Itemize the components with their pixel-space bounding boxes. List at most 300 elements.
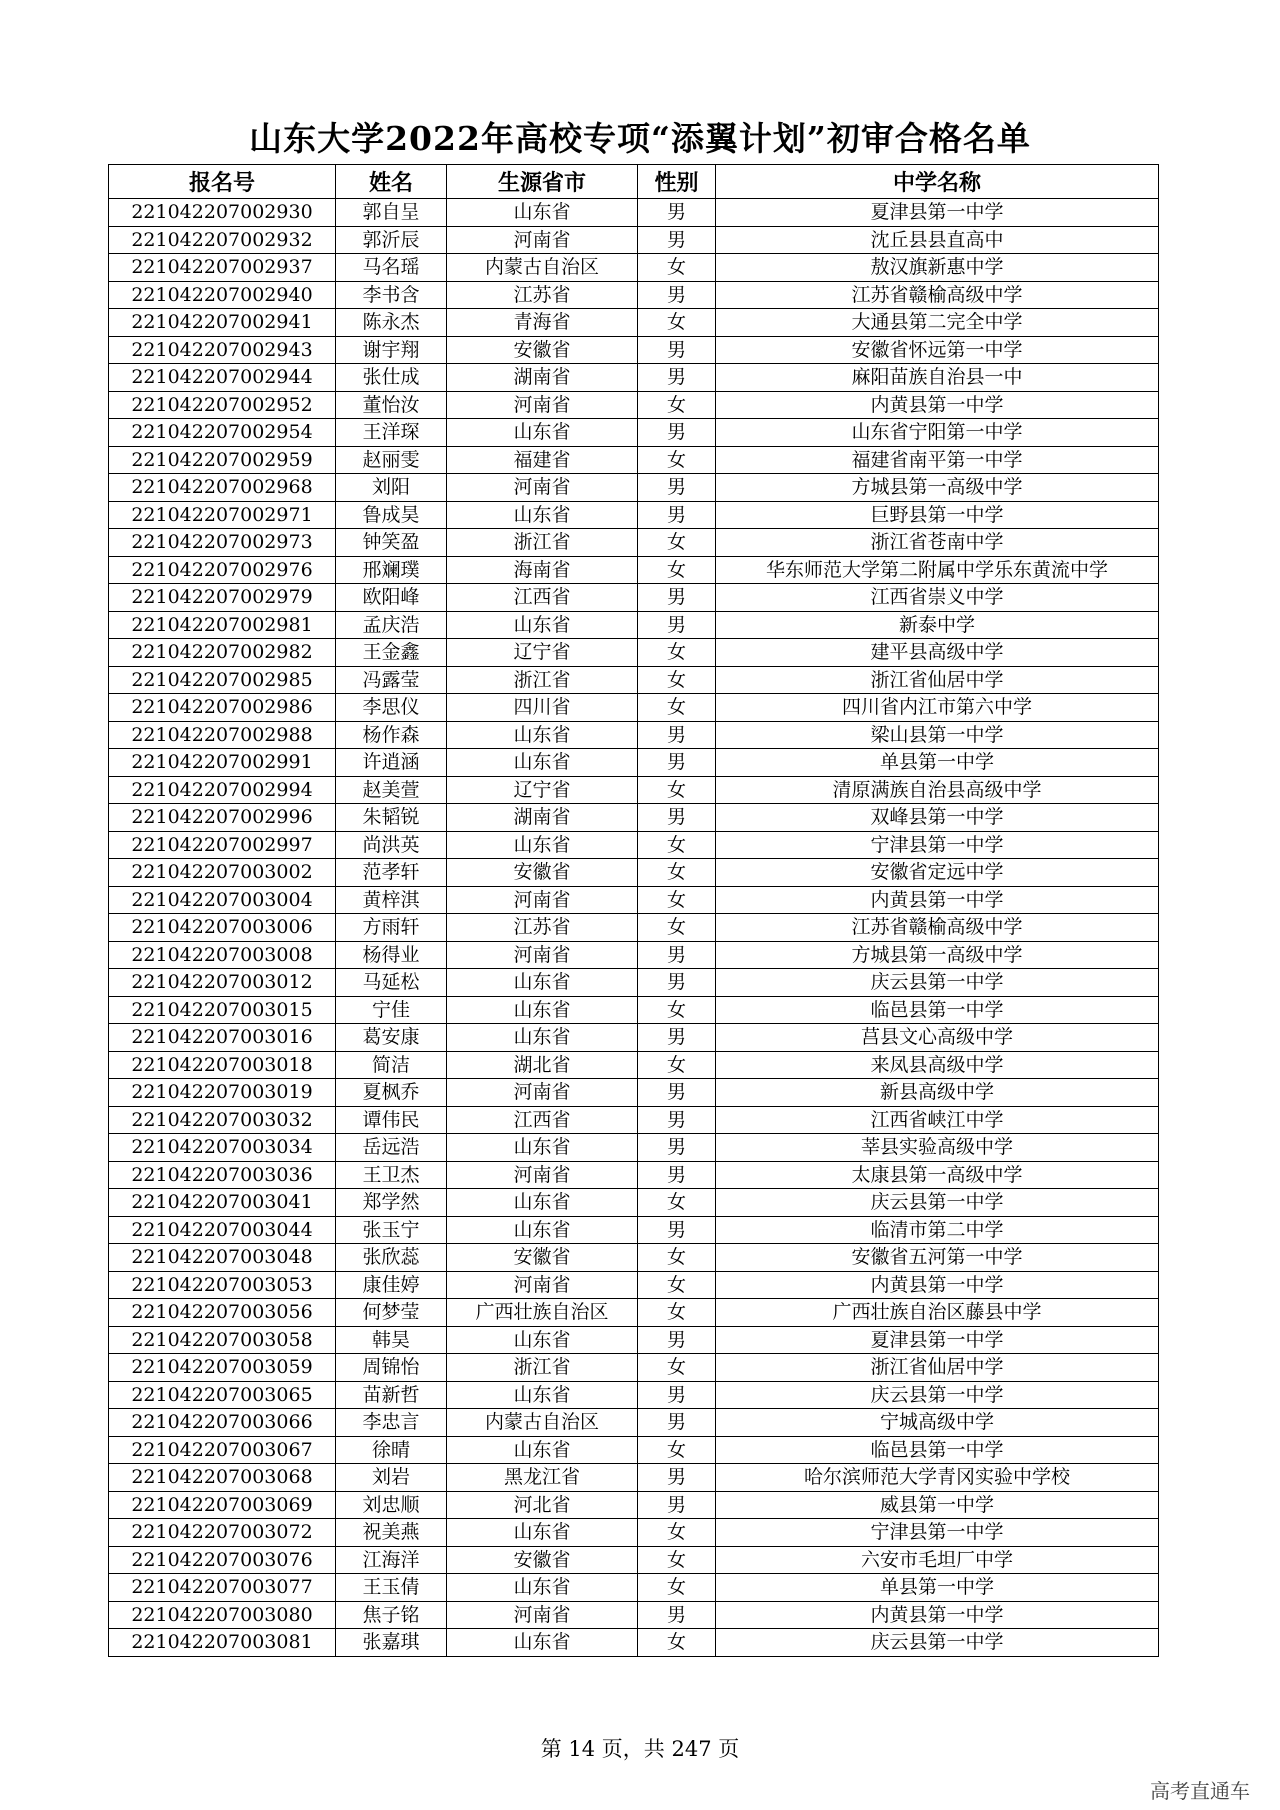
cell-registration-no: 221042207003065 [109, 1381, 336, 1409]
cell-gender: 男 [638, 336, 716, 364]
cell-gender: 女 [638, 831, 716, 859]
cell-province: 山东省 [447, 1216, 638, 1244]
cell-school: 单县第一中学 [716, 749, 1159, 777]
cell-gender: 男 [638, 1216, 716, 1244]
cell-gender: 女 [638, 694, 716, 722]
cell-province: 辽宁省 [447, 776, 638, 804]
table-row [109, 914, 1159, 942]
table-row [109, 556, 1159, 584]
table-row [109, 309, 1159, 337]
cell-school: 来凤县高级中学 [716, 1051, 1159, 1079]
cell-registration-no: 221042207002997 [109, 831, 336, 859]
cell-name: 夏枫乔 [336, 1079, 447, 1107]
cell-province: 四川省 [447, 694, 638, 722]
cell-gender: 女 [638, 1051, 716, 1079]
cell-gender: 女 [638, 1244, 716, 1272]
table-row [109, 941, 1159, 969]
table-row [109, 804, 1159, 832]
cell-registration-no: 221042207002971 [109, 501, 336, 529]
table-row [109, 1409, 1159, 1437]
cell-gender: 男 [638, 749, 716, 777]
cell-registration-no: 221042207002986 [109, 694, 336, 722]
cell-province: 山东省 [447, 501, 638, 529]
cell-school: 沈丘县县直高中 [716, 226, 1159, 254]
cell-province: 山东省 [447, 1519, 638, 1547]
cell-gender: 男 [638, 1106, 716, 1134]
cell-name: 钟笑盈 [336, 529, 447, 557]
cell-name: 谢宇翔 [336, 336, 447, 364]
cell-registration-no: 221042207003018 [109, 1051, 336, 1079]
cell-name: 李思仪 [336, 694, 447, 722]
cell-registration-no: 221042207002940 [109, 281, 336, 309]
cell-school: 方城县第一高级中学 [716, 941, 1159, 969]
cell-registration-no: 221042207002994 [109, 776, 336, 804]
table-row [109, 1134, 1159, 1162]
cell-registration-no: 221042207003034 [109, 1134, 336, 1162]
cell-school: 双峰县第一中学 [716, 804, 1159, 832]
table-row [109, 336, 1159, 364]
cell-gender: 女 [638, 309, 716, 337]
cell-school: 内黄县第一中学 [716, 1271, 1159, 1299]
cell-name: 朱韬锐 [336, 804, 447, 832]
table-row [109, 1299, 1159, 1327]
cell-registration-no: 221042207003080 [109, 1601, 336, 1629]
cell-name: 王玉倩 [336, 1574, 447, 1602]
cell-province: 湖南省 [447, 364, 638, 392]
cell-registration-no: 221042207003081 [109, 1629, 336, 1657]
cell-registration-no: 221042207003069 [109, 1491, 336, 1519]
cell-school: 太康县第一高级中学 [716, 1161, 1159, 1189]
cell-name: 刘岩 [336, 1464, 447, 1492]
cell-gender: 女 [638, 254, 716, 282]
table-row [109, 364, 1159, 392]
cell-registration-no: 221042207002991 [109, 749, 336, 777]
table-row [109, 281, 1159, 309]
cell-province: 山东省 [447, 1134, 638, 1162]
cell-name: 苗新哲 [336, 1381, 447, 1409]
cell-gender: 男 [638, 1024, 716, 1052]
table-row [109, 1326, 1159, 1354]
cell-registration-no: 221042207002976 [109, 556, 336, 584]
cell-registration-no: 221042207002937 [109, 254, 336, 282]
cell-school: 宁津县第一中学 [716, 1519, 1159, 1547]
cell-name: 徐晴 [336, 1436, 447, 1464]
cell-registration-no: 221042207002996 [109, 804, 336, 832]
cell-registration-no: 221042207003066 [109, 1409, 336, 1437]
cell-name: 邢斓璞 [336, 556, 447, 584]
cell-name: 杨得业 [336, 941, 447, 969]
table-row [109, 419, 1159, 447]
cell-registration-no: 221042207003077 [109, 1574, 336, 1602]
cell-school: 六安市毛坦厂中学 [716, 1546, 1159, 1574]
cell-province: 浙江省 [447, 1354, 638, 1382]
cell-name: 李书含 [336, 281, 447, 309]
cell-name: 赵丽雯 [336, 446, 447, 474]
cell-name: 许逍涵 [336, 749, 447, 777]
cell-province: 河南省 [447, 886, 638, 914]
cell-gender: 女 [638, 914, 716, 942]
cell-school: 夏津县第一中学 [716, 199, 1159, 227]
cell-school: 安徽省怀远第一中学 [716, 336, 1159, 364]
cell-province: 安徽省 [447, 1244, 638, 1272]
applicant-table [108, 164, 1159, 1657]
column-header-school: 中学名称 [716, 165, 1159, 199]
cell-registration-no: 221042207003067 [109, 1436, 336, 1464]
table-row [109, 254, 1159, 282]
table-row [109, 584, 1159, 612]
cell-gender: 男 [638, 1409, 716, 1437]
cell-name: 焦子铭 [336, 1601, 447, 1629]
cell-school: 麻阳苗族自治县一中 [716, 364, 1159, 392]
cell-gender: 女 [638, 886, 716, 914]
cell-gender: 男 [638, 611, 716, 639]
table-row [109, 1161, 1159, 1189]
column-header-gender: 性别 [638, 165, 716, 199]
cell-name: 方雨轩 [336, 914, 447, 942]
table-row [109, 1106, 1159, 1134]
cell-school: 巨野县第一中学 [716, 501, 1159, 529]
cell-name: 孟庆浩 [336, 611, 447, 639]
cell-province: 青海省 [447, 309, 638, 337]
cell-name: 马名瑶 [336, 254, 447, 282]
cell-province: 山东省 [447, 611, 638, 639]
table-row [109, 1519, 1159, 1547]
cell-province: 山东省 [447, 1629, 638, 1657]
table-header-row [109, 165, 1159, 199]
cell-name: 冯露莹 [336, 666, 447, 694]
cell-school: 内黄县第一中学 [716, 886, 1159, 914]
cell-name: 王卫杰 [336, 1161, 447, 1189]
cell-gender: 男 [638, 199, 716, 227]
cell-school: 莒县文心高级中学 [716, 1024, 1159, 1052]
cell-gender: 男 [638, 226, 716, 254]
table-row [109, 969, 1159, 997]
cell-gender: 女 [638, 996, 716, 1024]
cell-gender: 男 [638, 1464, 716, 1492]
cell-gender: 男 [638, 941, 716, 969]
cell-registration-no: 221042207003036 [109, 1161, 336, 1189]
cell-province: 河南省 [447, 226, 638, 254]
column-header-province: 生源省市 [447, 165, 638, 199]
cell-gender: 女 [638, 859, 716, 887]
cell-province: 浙江省 [447, 529, 638, 557]
cell-registration-no: 221042207003058 [109, 1326, 336, 1354]
table-row [109, 1216, 1159, 1244]
table-row [109, 831, 1159, 859]
cell-school: 庆云县第一中学 [716, 969, 1159, 997]
cell-school: 新县高级中学 [716, 1079, 1159, 1107]
cell-province: 山东省 [447, 749, 638, 777]
table-row [109, 529, 1159, 557]
cell-school: 梁山县第一中学 [716, 721, 1159, 749]
cell-name: 欧阳峰 [336, 584, 447, 612]
cell-gender: 女 [638, 391, 716, 419]
cell-gender: 女 [638, 666, 716, 694]
cell-school: 江苏省赣榆高级中学 [716, 281, 1159, 309]
cell-province: 安徽省 [447, 1546, 638, 1574]
table-row [109, 1464, 1159, 1492]
cell-province: 山东省 [447, 996, 638, 1024]
cell-province: 河北省 [447, 1491, 638, 1519]
cell-school: 新泰中学 [716, 611, 1159, 639]
cell-school: 方城县第一高级中学 [716, 474, 1159, 502]
cell-province: 辽宁省 [447, 639, 638, 667]
cell-school: 安徽省定远中学 [716, 859, 1159, 887]
table-row [109, 446, 1159, 474]
cell-registration-no: 221042207003053 [109, 1271, 336, 1299]
cell-school: 福建省南平第一中学 [716, 446, 1159, 474]
cell-gender: 女 [638, 1629, 716, 1657]
cell-registration-no: 221042207002968 [109, 474, 336, 502]
cell-province: 河南省 [447, 941, 638, 969]
cell-registration-no: 221042207003019 [109, 1079, 336, 1107]
cell-school: 临清市第二中学 [716, 1216, 1159, 1244]
cell-gender: 女 [638, 556, 716, 584]
cell-gender: 男 [638, 474, 716, 502]
cell-registration-no: 221042207002944 [109, 364, 336, 392]
cell-registration-no: 221042207003004 [109, 886, 336, 914]
cell-school: 内黄县第一中学 [716, 391, 1159, 419]
cell-registration-no: 221042207003002 [109, 859, 336, 887]
cell-province: 安徽省 [447, 859, 638, 887]
cell-registration-no: 221042207002982 [109, 639, 336, 667]
cell-school: 临邑县第一中学 [716, 996, 1159, 1024]
cell-gender: 男 [638, 419, 716, 447]
page-title: 山东大学2022年高校专项“添翼计划”初审合格名单 [249, 119, 1031, 158]
table-row [109, 1079, 1159, 1107]
cell-gender: 女 [638, 1546, 716, 1574]
table-row [109, 501, 1159, 529]
cell-registration-no: 221042207003015 [109, 996, 336, 1024]
table-row [109, 391, 1159, 419]
cell-name: 郭沂辰 [336, 226, 447, 254]
cell-school: 哈尔滨师范大学青冈实验中学校 [716, 1464, 1159, 1492]
table-row [109, 1244, 1159, 1272]
cell-gender: 男 [638, 501, 716, 529]
cell-registration-no: 221042207003048 [109, 1244, 336, 1272]
cell-registration-no: 221042207002930 [109, 199, 336, 227]
cell-school: 宁津县第一中学 [716, 831, 1159, 859]
cell-name: 江海洋 [336, 1546, 447, 1574]
table-row [109, 1601, 1159, 1629]
cell-name: 葛安康 [336, 1024, 447, 1052]
cell-province: 山东省 [447, 1381, 638, 1409]
cell-school: 江西省崇义中学 [716, 584, 1159, 612]
cell-registration-no: 221042207002981 [109, 611, 336, 639]
cell-name: 李忠言 [336, 1409, 447, 1437]
cell-school: 内黄县第一中学 [716, 1601, 1159, 1629]
cell-gender: 女 [638, 446, 716, 474]
table-row [109, 721, 1159, 749]
table-row [109, 1629, 1159, 1657]
column-header-registration-no: 报名号 [109, 165, 336, 199]
cell-school: 威县第一中学 [716, 1491, 1159, 1519]
table-row [109, 1051, 1159, 1079]
cell-name: 鲁成昊 [336, 501, 447, 529]
cell-gender: 男 [638, 1161, 716, 1189]
cell-province: 湖北省 [447, 1051, 638, 1079]
cell-name: 岳远浩 [336, 1134, 447, 1162]
cell-name: 宁佳 [336, 996, 447, 1024]
cell-name: 张玉宁 [336, 1216, 447, 1244]
table-row [109, 886, 1159, 914]
cell-province: 江苏省 [447, 281, 638, 309]
cell-name: 刘阳 [336, 474, 447, 502]
cell-school: 临邑县第一中学 [716, 1436, 1159, 1464]
cell-school: 山东省宁阳第一中学 [716, 419, 1159, 447]
cell-province: 黑龙江省 [447, 1464, 638, 1492]
cell-name: 刘忠顺 [336, 1491, 447, 1519]
cell-name: 张欣蕊 [336, 1244, 447, 1272]
cell-school: 华东师范大学第二附属中学乐东黄流中学 [716, 556, 1159, 584]
table-row [109, 666, 1159, 694]
cell-province: 河南省 [447, 1271, 638, 1299]
cell-name: 黄梓淇 [336, 886, 447, 914]
cell-province: 山东省 [447, 721, 638, 749]
cell-name: 郑学然 [336, 1189, 447, 1217]
cell-province: 江西省 [447, 1106, 638, 1134]
cell-school: 江西省峡江中学 [716, 1106, 1159, 1134]
cell-name: 韩昊 [336, 1326, 447, 1354]
cell-registration-no: 221042207002985 [109, 666, 336, 694]
watermark: 高考直通车 [1150, 1779, 1250, 1803]
cell-registration-no: 221042207003072 [109, 1519, 336, 1547]
cell-name: 王金鑫 [336, 639, 447, 667]
cell-registration-no: 221042207003008 [109, 941, 336, 969]
cell-name: 简洁 [336, 1051, 447, 1079]
cell-province: 山东省 [447, 1574, 638, 1602]
cell-gender: 女 [638, 1436, 716, 1464]
cell-province: 内蒙古自治区 [447, 254, 638, 282]
cell-gender: 男 [638, 1381, 716, 1409]
cell-province: 山东省 [447, 419, 638, 447]
table-row [109, 1024, 1159, 1052]
cell-gender: 男 [638, 1134, 716, 1162]
cell-gender: 女 [638, 639, 716, 667]
table-row [109, 1546, 1159, 1574]
page-footer: 第 14 页，共 247 页 [540, 1737, 740, 1761]
cell-registration-no: 221042207003032 [109, 1106, 336, 1134]
cell-gender: 女 [638, 1271, 716, 1299]
cell-gender: 女 [638, 776, 716, 804]
cell-province: 河南省 [447, 1601, 638, 1629]
cell-name: 赵美萱 [336, 776, 447, 804]
table-row [109, 1491, 1159, 1519]
cell-province: 广西壮族自治区 [447, 1299, 638, 1327]
cell-gender: 女 [638, 529, 716, 557]
cell-province: 江西省 [447, 584, 638, 612]
cell-school: 敖汉旗新惠中学 [716, 254, 1159, 282]
cell-school: 莘县实验高级中学 [716, 1134, 1159, 1162]
cell-gender: 男 [638, 1491, 716, 1519]
cell-name: 何梦莹 [336, 1299, 447, 1327]
table-row [109, 1381, 1159, 1409]
cell-gender: 女 [638, 1354, 716, 1382]
cell-school: 建平县高级中学 [716, 639, 1159, 667]
cell-registration-no: 221042207002988 [109, 721, 336, 749]
cell-school: 广西壮族自治区藤县中学 [716, 1299, 1159, 1327]
cell-name: 董怡汝 [336, 391, 447, 419]
cell-registration-no: 221042207003076 [109, 1546, 336, 1574]
table-row [109, 1436, 1159, 1464]
cell-school: 宁城高级中学 [716, 1409, 1159, 1437]
cell-province: 山东省 [447, 831, 638, 859]
cell-province: 浙江省 [447, 666, 638, 694]
cell-school: 浙江省仙居中学 [716, 1354, 1159, 1382]
cell-school: 浙江省苍南中学 [716, 529, 1159, 557]
cell-gender: 男 [638, 364, 716, 392]
cell-school: 庆云县第一中学 [716, 1189, 1159, 1217]
cell-province: 江苏省 [447, 914, 638, 942]
cell-registration-no: 221042207002973 [109, 529, 336, 557]
cell-registration-no: 221042207003012 [109, 969, 336, 997]
cell-province: 河南省 [447, 1079, 638, 1107]
cell-name: 范孝轩 [336, 859, 447, 887]
cell-province: 山东省 [447, 1024, 638, 1052]
cell-province: 山东省 [447, 1326, 638, 1354]
cell-registration-no: 221042207003068 [109, 1464, 336, 1492]
cell-province: 福建省 [447, 446, 638, 474]
table-row [109, 859, 1159, 887]
cell-school: 安徽省五河第一中学 [716, 1244, 1159, 1272]
cell-name: 祝美燕 [336, 1519, 447, 1547]
cell-school: 庆云县第一中学 [716, 1629, 1159, 1657]
table-row [109, 996, 1159, 1024]
cell-registration-no: 221042207003059 [109, 1354, 336, 1382]
cell-name: 张仕成 [336, 364, 447, 392]
table-row [109, 1574, 1159, 1602]
cell-province: 山东省 [447, 1189, 638, 1217]
cell-school: 庆云县第一中学 [716, 1381, 1159, 1409]
cell-registration-no: 221042207002941 [109, 309, 336, 337]
table-row [109, 474, 1159, 502]
table-row [109, 776, 1159, 804]
cell-registration-no: 221042207003016 [109, 1024, 336, 1052]
cell-gender: 男 [638, 1601, 716, 1629]
cell-registration-no: 221042207003041 [109, 1189, 336, 1217]
cell-gender: 女 [638, 1189, 716, 1217]
cell-gender: 男 [638, 804, 716, 832]
cell-province: 内蒙古自治区 [447, 1409, 638, 1437]
cell-registration-no: 221042207002979 [109, 584, 336, 612]
cell-gender: 男 [638, 584, 716, 612]
table-row [109, 199, 1159, 227]
cell-name: 尚洪英 [336, 831, 447, 859]
cell-gender: 女 [638, 1519, 716, 1547]
cell-name: 王洋琛 [336, 419, 447, 447]
cell-registration-no: 221042207003006 [109, 914, 336, 942]
cell-province: 海南省 [447, 556, 638, 584]
cell-province: 山东省 [447, 969, 638, 997]
cell-school: 大通县第二完全中学 [716, 309, 1159, 337]
cell-gender: 男 [638, 1326, 716, 1354]
column-header-name: 姓名 [336, 165, 447, 199]
cell-school: 浙江省仙居中学 [716, 666, 1159, 694]
cell-registration-no: 221042207002959 [109, 446, 336, 474]
cell-name: 马延松 [336, 969, 447, 997]
table-row [109, 226, 1159, 254]
cell-gender: 女 [638, 1299, 716, 1327]
table-row [109, 749, 1159, 777]
cell-name: 郭自呈 [336, 199, 447, 227]
cell-school: 四川省内江市第六中学 [716, 694, 1159, 722]
table-row [109, 639, 1159, 667]
cell-school: 江苏省赣榆高级中学 [716, 914, 1159, 942]
cell-school: 夏津县第一中学 [716, 1326, 1159, 1354]
cell-name: 谭伟民 [336, 1106, 447, 1134]
cell-registration-no: 221042207002954 [109, 419, 336, 447]
cell-school: 清原满族自治县高级中学 [716, 776, 1159, 804]
